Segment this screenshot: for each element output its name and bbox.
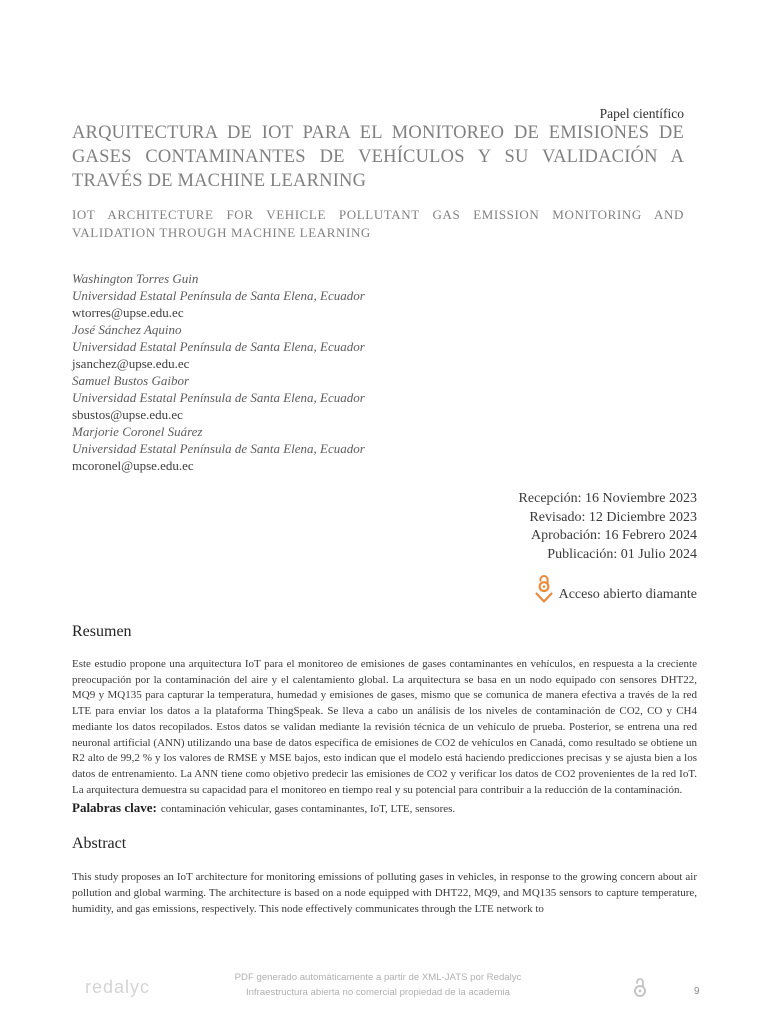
author-affiliation: Universidad Estatal Península de Santa Elena, Ecuador: [72, 339, 365, 354]
author-entry: [72, 321, 365, 372]
open-access-badge: [533, 572, 697, 604]
resumen-heading: Resumen: [72, 623, 132, 640]
author-affiliation: Universidad Estatal Península de Santa Elena, Ecuador: [72, 390, 365, 405]
abstract-text: This study proposes an IoT architecture for monitoring emissions of polluting gases in vehicles, in response to the growing concern about air pollution and global warming. The architecture is based on a node equipped with DHT22, MQ9, and MQ135 sensors to capture temperature, humidity, and gas emissions, respectively. This node effectively communicates through the LTE network to: [72, 871, 697, 915]
author-entry: [72, 423, 365, 474]
author-entry: [72, 372, 365, 423]
footer-line-generated: PDF generado automáticamente a partir de XML-JATS por Redalyc: [234, 972, 522, 983]
author-name: José Sánchez Aquino: [72, 322, 182, 337]
author-name: Marjorie Coronel Suárez: [72, 424, 203, 439]
article-dates: [519, 490, 697, 565]
date-revised: Revisado: 12 Diciembre 2023: [529, 509, 697, 525]
author-affiliation: Universidad Estatal Península de Santa Elena, Ecuador: [72, 441, 365, 456]
author-affiliation: Universidad Estatal Península de Santa Elena, Ecuador: [72, 288, 365, 303]
date-approved: Aprobación: 16 Febrero 2024: [530, 528, 697, 544]
author-email: jsanchez@upse.edu.ec: [72, 356, 190, 371]
author-list: [72, 270, 365, 474]
date-received: Recepción: 16 Noviembre 2023: [518, 491, 697, 506]
article-type-label: Papel científico: [599, 106, 684, 121]
author-name: Washington Torres Guin: [72, 271, 199, 286]
author-name: Samuel Bustos Gaibor: [72, 373, 189, 388]
footer-line-infrastructure: Infraestructura abierta no comercial propiedad de la academia: [246, 987, 510, 998]
open-access-label: Acceso abierto diamante: [558, 587, 697, 602]
open-access-diamond-icon: [533, 574, 555, 604]
article-title-en: IOT ARCHITECTURE FOR VEHICLE POLLUTANT GAS EMISSION MONITORING AND VALIDATION THROUGH MACHINE LEARNING: [72, 207, 684, 240]
date-published: Publicación: 01 Julio 2024: [547, 547, 697, 563]
summary-section: [72, 622, 697, 917]
footer-notice: [200, 970, 556, 1000]
keywords-text: contaminación vehicular, gases contaminantes, IoT, LTE, sensores.: [160, 803, 456, 816]
open-access-icon: [632, 977, 648, 999]
keywords-label: Palabras clave:: [72, 800, 157, 816]
author-entry: [72, 270, 365, 321]
article-title-es: ARQUITECTURA DE IOT PARA EL MONITOREO DE EMISIONES DE GASES CONTAMINANTES DE VEHÍCULOS Y SU VALIDACIÓN A TRAVÉS DE MACHINE LEARNING: [72, 123, 684, 191]
author-email: sbustos@upse.edu.ec: [72, 407, 183, 422]
redalyc-logo: redalyc: [85, 977, 151, 997]
resumen-text: Este estudio propone una arquitectura IoT para el monitoreo de emisiones de gases contaminantes en vehículos, en respuesta a la creciente preocupación por la contaminación del aire y el calentamiento global. La arquitectura se basa en un nodo equipado con sensores DHT22, MQ9 y MQ135 para capturar la temperatura, humedad y emisiones de gases, mismo que se comunica de manera efectiva a través de la red LTE para enviar los datos a la plataforma ThingSpeak. Se lleva a cabo un análisis de los niveles de contaminación de CO2, CO y CH4 mediante los datos recopilados. Estos datos se validan mediante la revisión técnica de un vehículo de prueba. Posterior, se entrena una red neuronal artificial (ANN) utilizando una base de datos específica de emisiones de CO2 de vehículos en Canadá, como resultado se obtiene un R2 alto de 99,2 % y los valores de RMSE y MSE bajos, esto indican que el modelo está haciendo predicciones precisas y se ajusta bien a los datos de entrenamiento. La ANN tiene como objetivo predecir las emisiones de CO2 y verificar los datos de CO2 provenientes de la red IoT. La arquitectura demuestra su capacidad para el monitoreo en tiempo real y su potencial para contribuir a la reducción de la contaminación.: [72, 658, 697, 796]
keywords-line: [72, 799, 697, 818]
author-email: wtorres@upse.edu.ec: [72, 305, 184, 320]
author-email: mcoronel@upse.edu.ec: [72, 458, 194, 473]
page-number: 9: [694, 986, 700, 997]
abstract-heading: Abstract: [72, 835, 127, 853]
